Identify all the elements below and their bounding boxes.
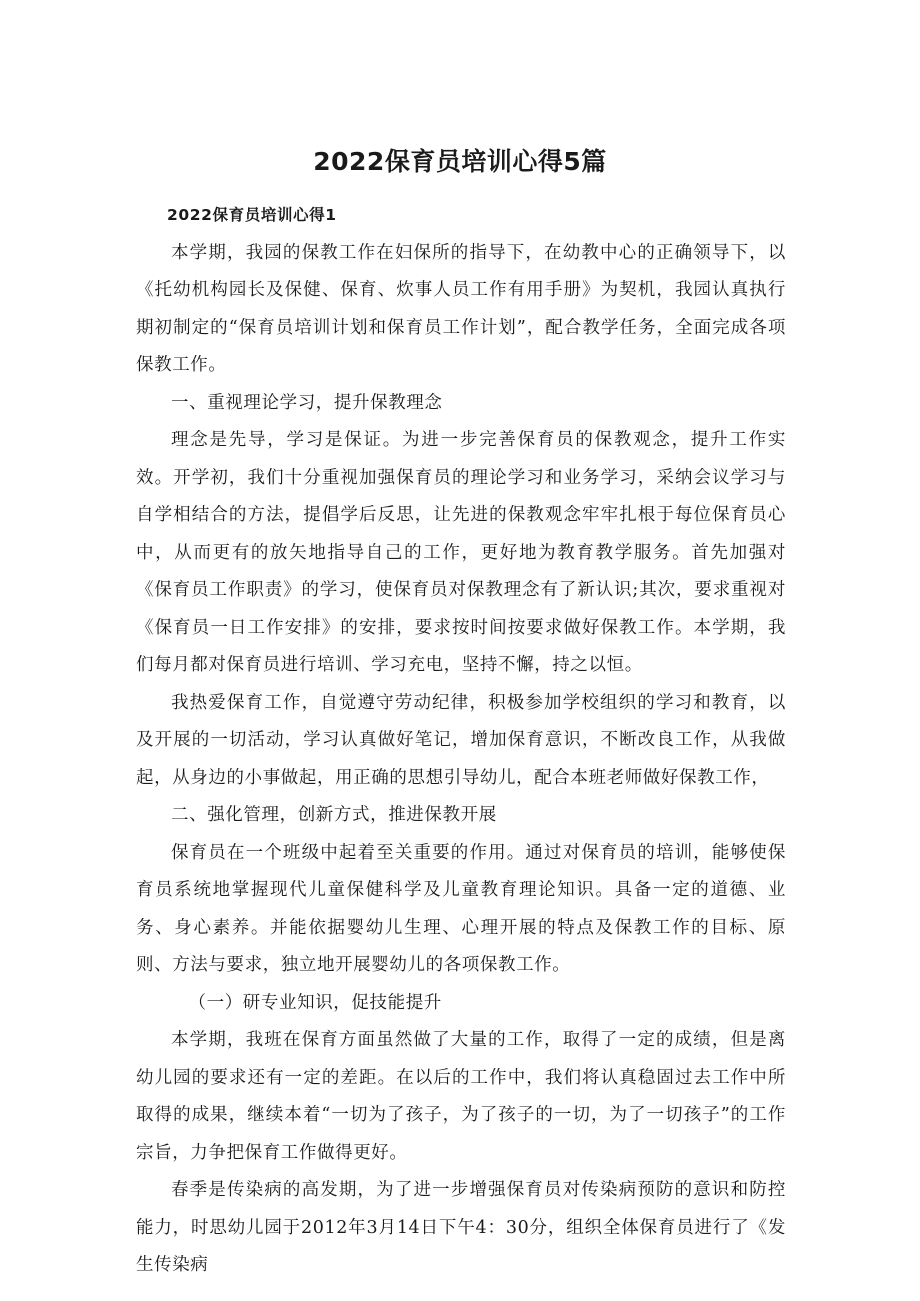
- paragraph-love-work: 我热爱保育工作，自觉遵守劳动纪律，积极参加学校组织的学习和教育，以及开展的一切活动，学习认真做好笔记，增加保育意识，不断改良工作，从我做起，从身边的小事做起，用正确的思想引导幼儿，配合本班老师做好保教工作，: [136, 692, 786, 788]
- section-subtitle: 2022保育员培训心得1: [167, 206, 337, 224]
- paragraph-semester: 本学期，我班在保育方面虽然做了大量的工作，取得了一定的成绩，但是离幼儿园的要求还有一定的差距。在以后的工作中，我们将认真稳固过去工作中所取得的成果，继续本着“一切为了孩子，为了孩子的一切，为了一切孩子”的工作宗旨，力争把保育工作做得更好。: [136, 1030, 786, 1163]
- paragraph-intro: 本学期，我园的保教工作在妇保所的指导下，在幼教中心的正确领导下，以《托幼机构园长及保健、保育、炊事人员工作有用手册》为契机，我园认真执行期初制定的“保育员培训计划和保育员工作计划”，配合教学任务，全面完成各项保教工作。: [136, 242, 786, 375]
- document-title: 2022保育员培训心得5篇: [313, 147, 607, 176]
- document-body: [136, 197, 786, 1285]
- subsection-heading-1: （一）研专业知识，促技能提升: [188, 992, 442, 1013]
- paragraph-role: 保育员在一个班级中起着至关重要的作用。通过对保育员的培训，能够使保育员系统地掌握现代儿童保健科学及儿童教育理论知识。具备一定的道德、业务、身心素养。并能依据婴幼儿生理、心理开展的特点及保教工作的目标、原则、方法与要求，独立地开展婴幼儿的各项保教工作。: [136, 842, 786, 975]
- section-heading-2: 二、强化管理，创新方式，推进保教开展: [171, 805, 497, 825]
- section-heading-1: 一、重视理论学习，提升保教理念: [171, 392, 443, 413]
- paragraph-theory: 理念是先导，学习是保证。为进一步完善保育员的保教观念，提升工作实效。开学初，我们十分重视加强保育员的理论学习和业务学习，采纳会议学习与自学相结合的方法，提倡学后反思，让先进的保教观念牢牢扎根于每位保育员心中，从而更有的放矢地指导自己的工作，更好地为教育教学服务。首先加强对《保育员工作职责》的学习，使保育员对保教理念有了新认识;其次，要求重视对《保育员一日工作安排》的安排，要求按时间按要求做好保教工作。本学期，我们每月都对保育员进行培训、学习充电，坚持不懈，持之以恒。: [136, 430, 786, 675]
- paragraph-spring: 春季是传染病的高发期，为了进一步增强保育员对传染病预防的意识和防控能力，时思幼儿园于2012年3月14日下午4：30分，组织全体保育员进行了《发生传染病: [136, 1180, 786, 1275]
